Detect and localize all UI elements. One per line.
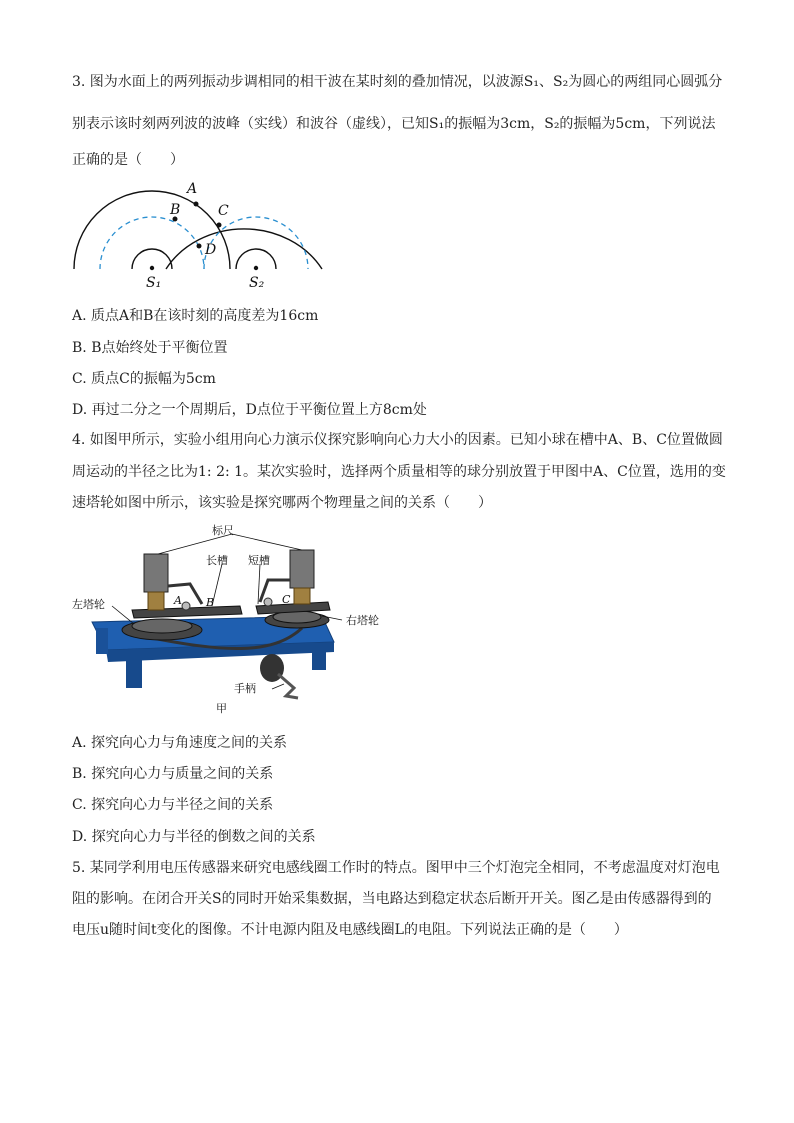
- ball-a: [182, 602, 190, 610]
- label-slot-c: C: [282, 593, 291, 606]
- figure-caption-jia: 甲: [216, 702, 227, 715]
- label-c: C: [218, 203, 229, 219]
- q4-option-c: C. 探究向心力与半径之间的关系: [72, 797, 274, 813]
- q4-option-d: D. 探究向心力与半径的倒数之间的关系: [72, 829, 316, 845]
- q5-stem-line-3: 电压u随时间t变化的图像。不计电源内阻及电感线圈L的电阻。下列说法正确的是（ ）: [72, 922, 628, 938]
- q4-option-b: B. 探究向心力与质量之间的关系: [72, 766, 274, 782]
- q4-option-a: A. 探究向心力与角速度之间的关系: [72, 735, 288, 751]
- label-right-pulley: 右塔轮: [346, 614, 379, 627]
- s1-trough: [100, 217, 204, 269]
- q5-stem-line-2: 阻的影响。在闭合开关S的同时开始采集数据，当电路达到稳定状态后断开开关。图乙是由传感器得到的: [72, 891, 712, 907]
- ball-c: [264, 598, 272, 606]
- q3-option-a: A. 质点A和B在该时刻的高度差为16cm: [72, 308, 319, 324]
- q4-stem-line-2: 周运动的半径之比为1: 2: 1。某次实验时，选择两个质量相等的球分别放置于甲图中A、C位置，选用的变: [72, 464, 726, 480]
- point-a: [194, 202, 199, 207]
- label-s1: S₁: [146, 275, 162, 291]
- label-short-slot: 短槽: [248, 554, 270, 567]
- q3-stem-line-3: 正确的是（ ）: [72, 152, 184, 168]
- q3-option-b: B. B点始终处于平衡位置: [72, 340, 228, 356]
- label-left-pulley: 左塔轮: [72, 598, 105, 611]
- q3-option-d: D. 再过二分之一个周期后，D点位于平衡位置上方8cm处: [72, 402, 427, 418]
- q4-stem-line-1: 4. 如图甲所示，实验小组用向心力演示仪探究影响向心力大小的因素。已知小球在槽中A、B、C位置做圆: [72, 432, 723, 448]
- s2-large-crest: [166, 229, 322, 269]
- label-slot-b: B: [206, 596, 215, 609]
- label-ruler: 标尺: [212, 524, 234, 537]
- label-slot-a: A: [174, 594, 182, 607]
- q3-option-c: C. 质点C的振幅为5cm: [72, 371, 216, 387]
- centripetal-apparatus-figure: [72, 524, 392, 720]
- label-b: B: [170, 202, 181, 218]
- point-c: [217, 223, 222, 228]
- label-d: D: [205, 242, 217, 258]
- source-s1: [150, 266, 154, 270]
- q3-stem-line-1: 3. 图为水面上的两列振动步调相同的相干波在某时刻的叠加情况，以波源S₁、S₂为圆心的两组同心圆弧分: [72, 74, 723, 90]
- label-handle: 手柄: [234, 682, 256, 695]
- label-a: A: [187, 181, 198, 197]
- q4-stem-line-3: 速塔轮如图中所示，该实验是探究哪两个物理量之间的关系（ ）: [72, 495, 492, 511]
- label-s2: S₂: [249, 275, 265, 291]
- q5-stem-line-1: 5. 某同学利用电压传感器来研究电感线圈工作时的特点。图甲中三个灯泡完全相同，不考虑温度对灯泡电: [72, 860, 720, 876]
- label-long-slot: 长槽: [206, 554, 228, 567]
- wave-interference-figure: [66, 178, 328, 298]
- source-s2: [254, 266, 258, 270]
- handle-crank: [278, 674, 298, 698]
- point-d: [197, 244, 202, 249]
- q3-stem-line-2: 别表示该时刻两列波的波峰（实线）和波谷（虚线），已知S₁的振幅为3cm，S₂的振幅为5cm，下列说法: [72, 116, 716, 132]
